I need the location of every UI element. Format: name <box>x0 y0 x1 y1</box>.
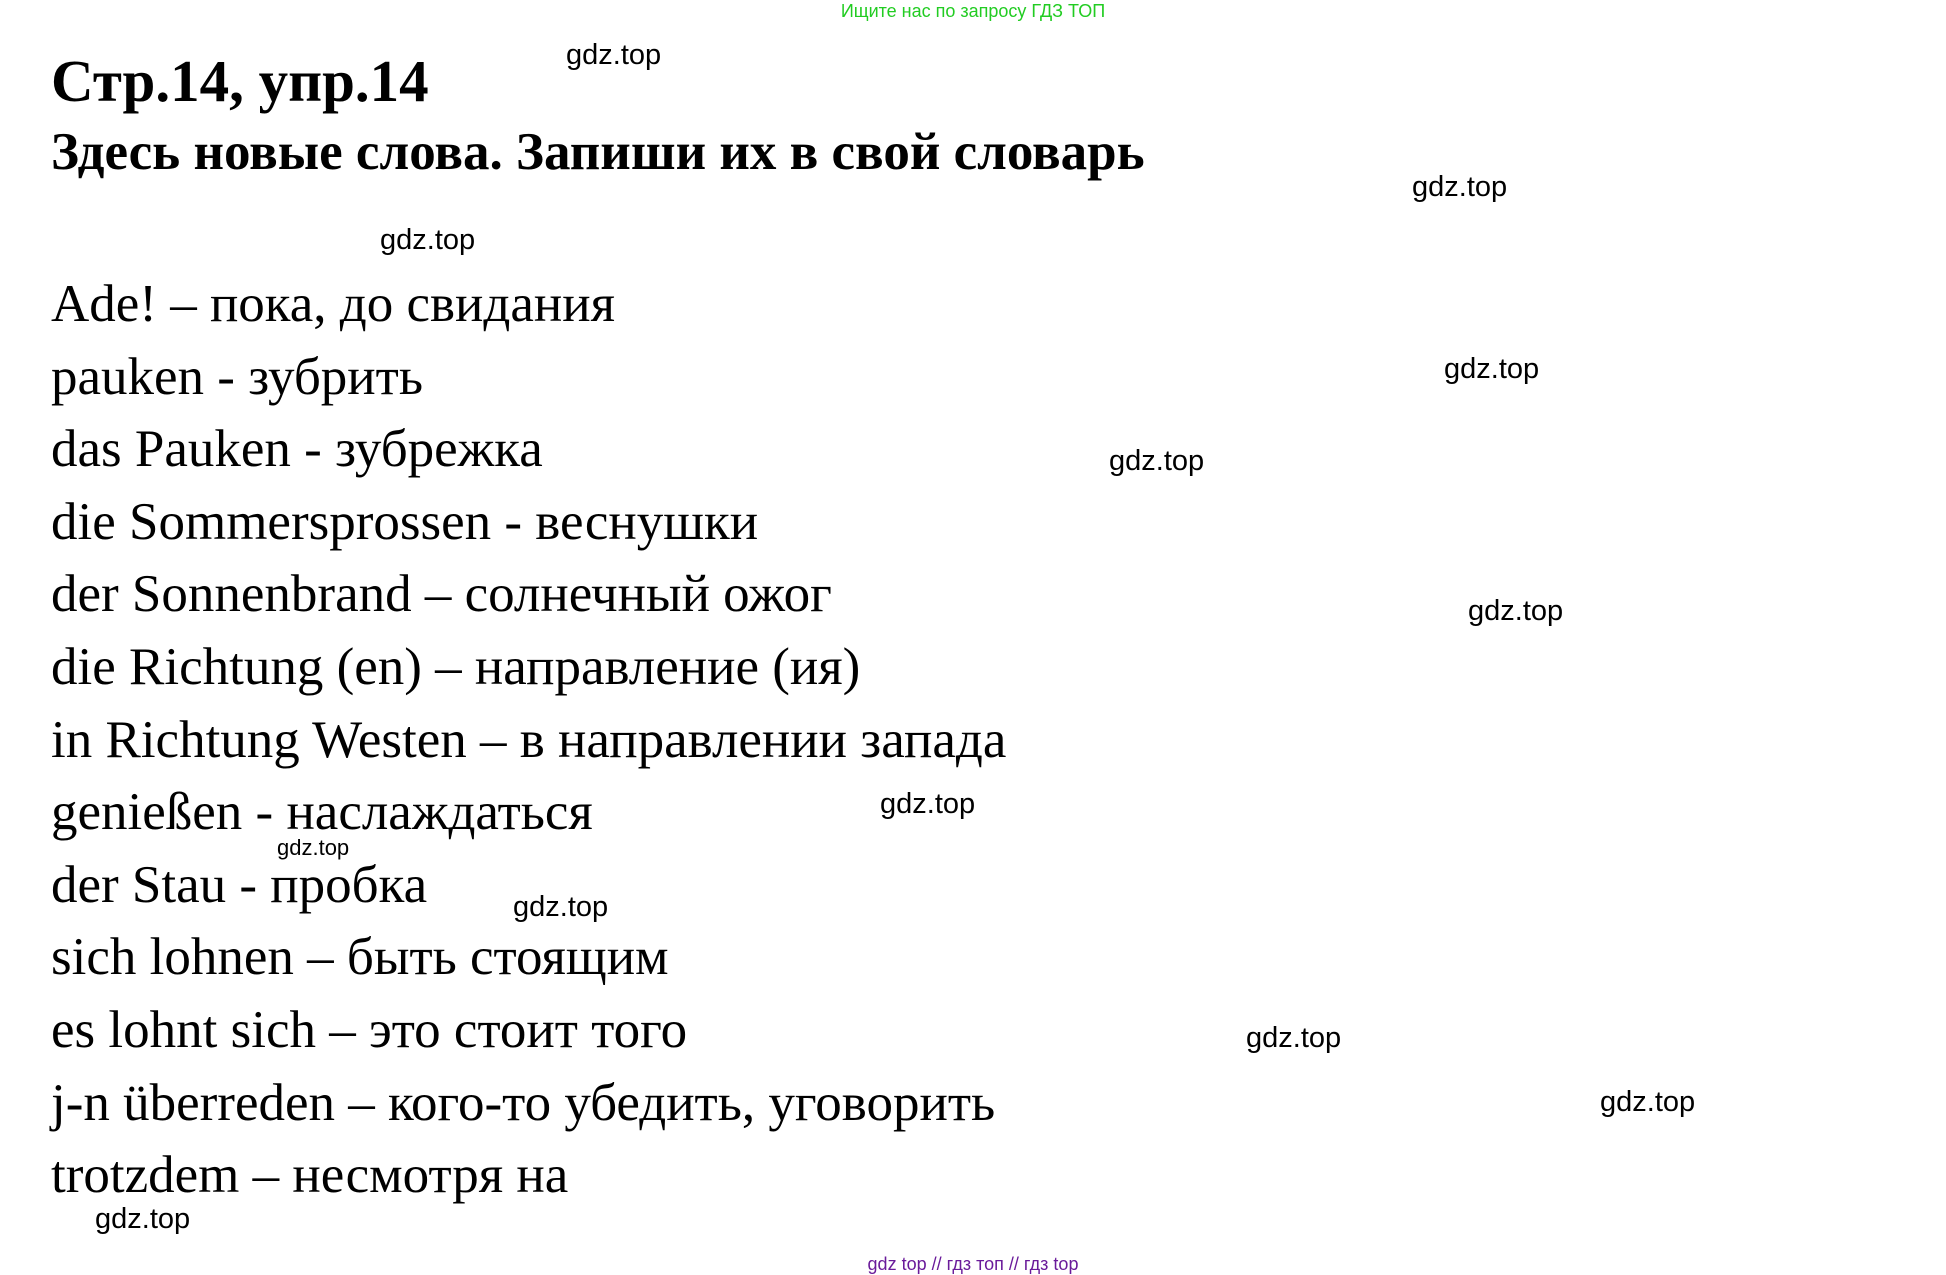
watermark: gdz.top <box>1412 171 1508 203</box>
watermark: gdz.top <box>1444 353 1540 385</box>
vocab-item: das Pauken - зубрежка <box>51 420 543 479</box>
watermark: gdz.top <box>566 39 662 71</box>
watermark: gdz.top <box>1246 1022 1342 1054</box>
watermark: gdz.top <box>513 891 609 923</box>
watermark: gdz.top <box>277 835 350 860</box>
watermark: gdz.top <box>380 224 476 256</box>
watermark: gdz.top <box>1468 595 1564 627</box>
vocab-item: trotzdem – несмотря на <box>51 1146 569 1205</box>
vocabulary-list <box>51 268 1006 1212</box>
watermark: gdz.top <box>1109 445 1205 477</box>
vocab-item: der Sonnenbrand – солнечный ожог <box>51 565 832 624</box>
vocab-item: die Sommersprossen - веснушки <box>51 492 759 551</box>
vocab-item: es lohnt sich – это стоит того <box>51 1000 688 1059</box>
watermark: gdz.top <box>1600 1086 1696 1118</box>
vocab-item: sich lohnen – быть стоящим <box>51 928 669 987</box>
vocab-item: die Richtung (en) – направление (ия) <box>51 637 861 696</box>
footer-watermark: gdz top // гдз топ // гдз top <box>867 1254 1079 1274</box>
vocab-item: in Richtung Westen – в направлении запада <box>51 710 1007 769</box>
search-hint-banner: Ищите нас по запросу ГДЗ ТОП <box>840 1 1106 21</box>
vocab-item: der Stau - пробка <box>51 855 428 914</box>
watermark: gdz.top <box>880 788 976 820</box>
page-subtitle: Здесь новые слова. Запиши их в свой словарь <box>51 123 1145 181</box>
watermark: gdz.top <box>95 1203 191 1235</box>
vocab-item: pauken - зубрить <box>51 347 423 406</box>
vocab-item: j-n überreden – кого-то убедить, уговорить <box>51 1073 996 1132</box>
page-title: Стр.14, упр.14 <box>51 48 429 114</box>
vocab-item: Ade! – пока, до свидания <box>51 275 616 333</box>
vocab-item: genießen - наслаждаться <box>51 783 593 842</box>
